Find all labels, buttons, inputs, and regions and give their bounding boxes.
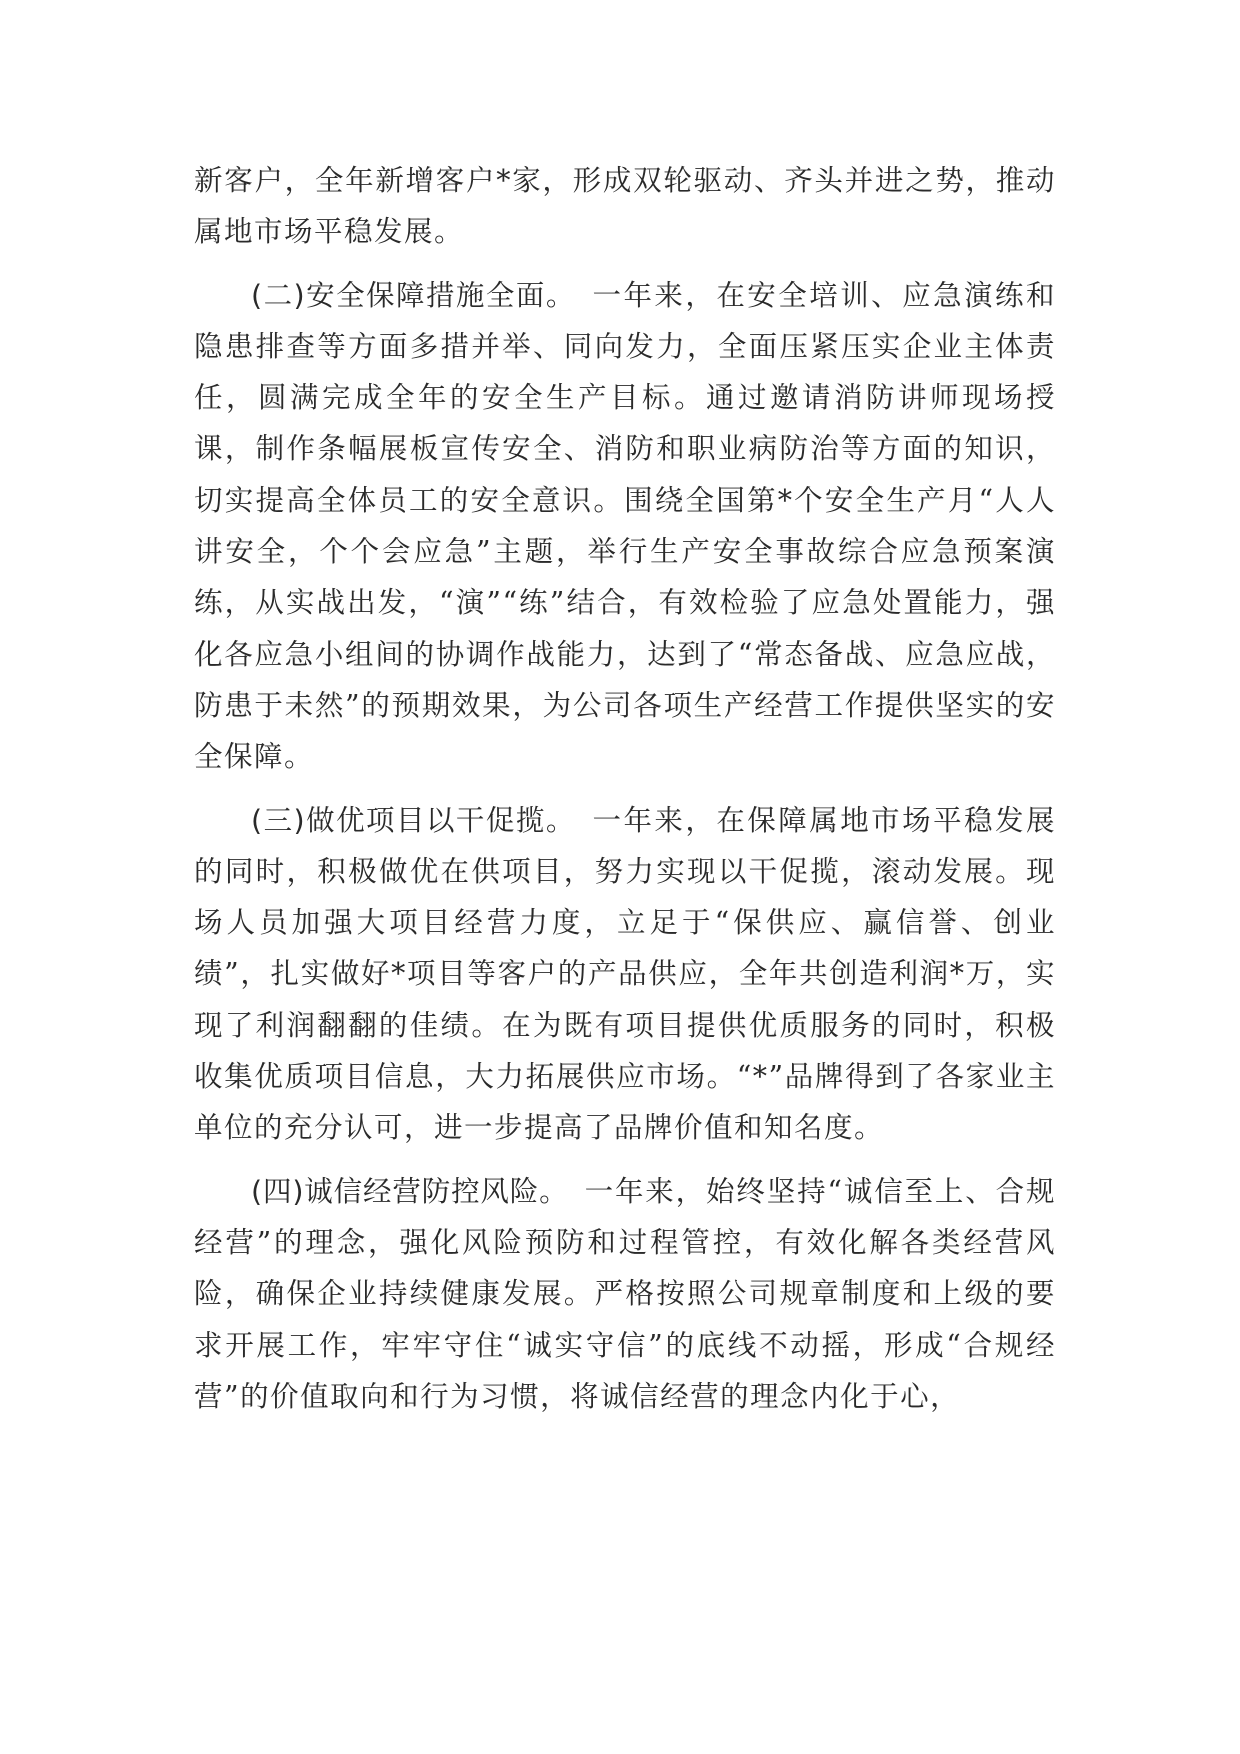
paragraph-text: 新客户，全年新增客户*家，形成双轮驱动、齐头并进之势，推动属地市场平稳发展。 [194, 164, 1056, 249]
section-heading-projects: (三)做优项目以干促揽。 [251, 803, 562, 837]
section-heading-safety: (二)安全保障措施全面。 [251, 278, 562, 312]
paragraph-integrity [194, 1166, 1056, 1422]
section-heading-integrity: (四)诚信经营防控风险。 [251, 1174, 555, 1208]
paragraph-text: 一年来，在安全培训、应急演练和隐患排查等方面多措并举、同向发力，全面压紧压实企业主体责任，圆满完成全年的安全生产目标。通过邀请消防讲师现场授课，制作条幅展板宣传安全、消防和职业病防治等方面的知识，切实提高全体员工的安全意识。围绕全国第*个安全生产月“人人讲安全，个个会应急”主题，举行生产安全事故综合应急预案演练，从实战出发，“演”“练”结合，有效检验了应急处置能力，强化各应急小组间的协调作战能力，达到了“常态备战、应急应战，防患于未然”的预期效果，为公司各项生产经营工作提供坚实的安全保障。 [194, 278, 1056, 774]
paragraph-text: 一年来，始终坚持“诚信至上、合规经营”的理念，强化风险预防和过程管控，有效化解各类经营风险，确保企业持续健康发展。严格按照公司规章制度和上级的要求开展工作，牢牢守住“诚实守信”的底线不动摇，形成“合规经营”的价值取向和行为习惯，将诚信经营的理念内化于心， [194, 1174, 1056, 1413]
document-body [194, 155, 1056, 1434]
paragraph-safety [194, 270, 1056, 783]
paragraph-continuation [194, 155, 1056, 258]
paragraph-text: 一年来，在保障属地市场平稳发展的同时，积极做优在供项目，努力实现以干促揽，滚动发展。现场人员加强大项目经营力度，立足于“保供应、赢信誉、创业绩”，扎实做好*项目等客户的产品供应，全年共创造利润*万，实现了利润翻翻的佳绩。在为既有项目提供优质服务的同时，积极收集优质项目信息，大力拓展供应市场。“*”品牌得到了各家业主单位的充分认可，进一步提高了品牌价值和知名度。 [194, 803, 1056, 1145]
paragraph-projects [194, 795, 1056, 1154]
